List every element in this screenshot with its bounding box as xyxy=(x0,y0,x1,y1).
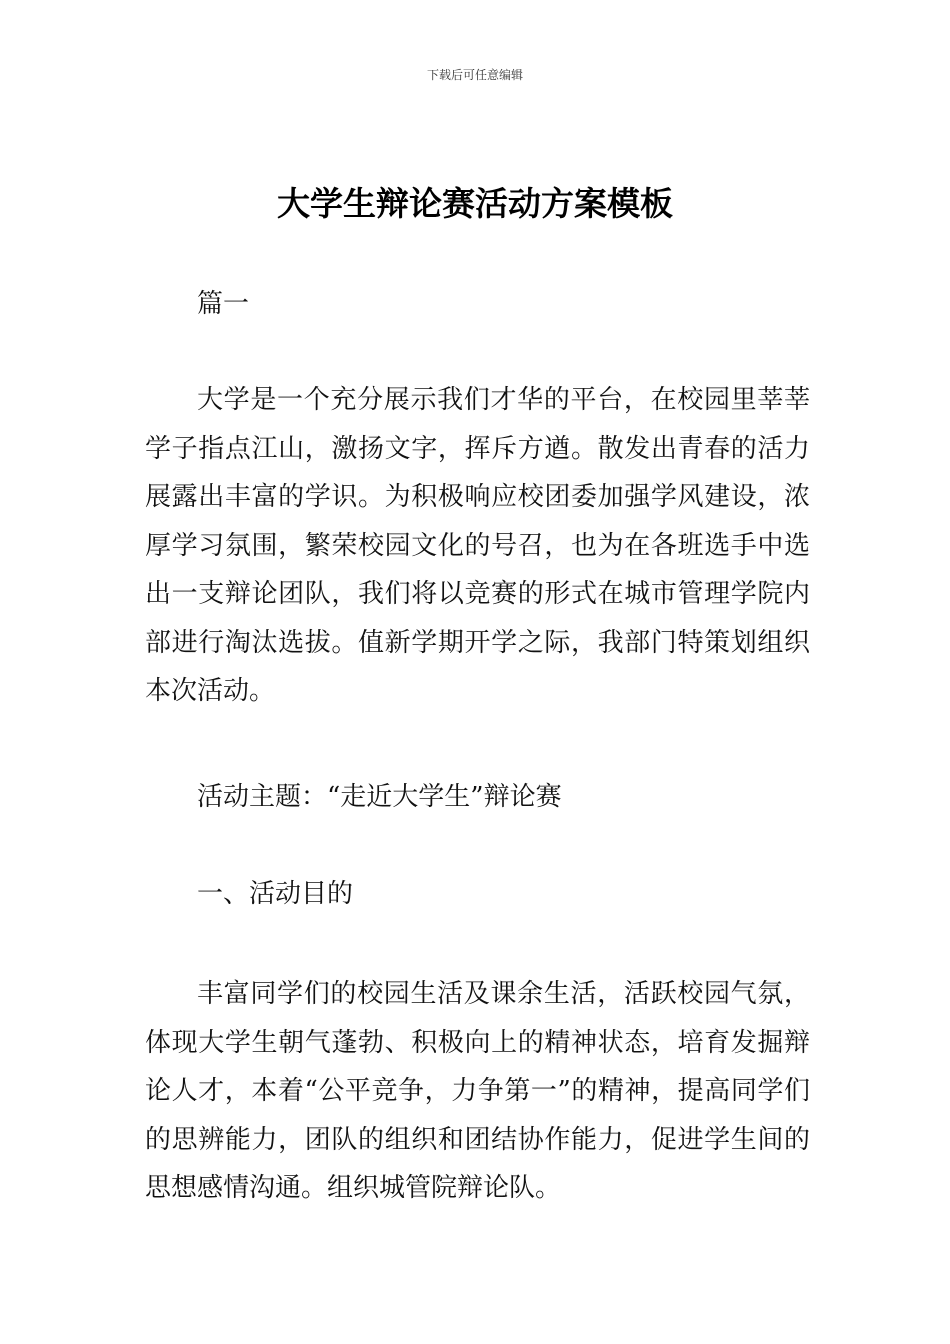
section-label: 篇一 xyxy=(197,289,250,319)
paragraph-intro: 大学是一个充分展示我们才华的平台，在校园里莘莘学子指点江山，激扬文字，挥斥方遒。散发出青春的活力展露出丰富的学识。为积极响应校团委加强学风建设，浓厚学习氛围，繁荣校园文化的号召，也为在各班选手中选出一支辩论团队，我们将以竞赛的形式在城市管理学院内部进行淘汰选拔。值新学期开学之际，我部门特策划组织本次活动。 xyxy=(145,385,810,706)
header-note: 下载后可任意编辑 xyxy=(426,68,523,82)
document-title: 大学生辩论赛活动方案模板 xyxy=(277,184,673,223)
activity-theme: 活动主题：“走近大学生”辩论赛 xyxy=(197,782,562,812)
paragraph-purpose: 丰富同学们的校园生活及课余生活，活跃校园气氛，体现大学生朝气蓬勃、积极向上的精神状态，培育发掘辩论人才，本着“公平竞争，力争第一”的精神，提高同学们的思辨能力，团队的组织和团结协作能力，促进学生间的思想感情沟通。组织城管院辩论队。 xyxy=(145,979,810,1203)
section-heading-purpose: 一、活动目的 xyxy=(197,879,354,909)
